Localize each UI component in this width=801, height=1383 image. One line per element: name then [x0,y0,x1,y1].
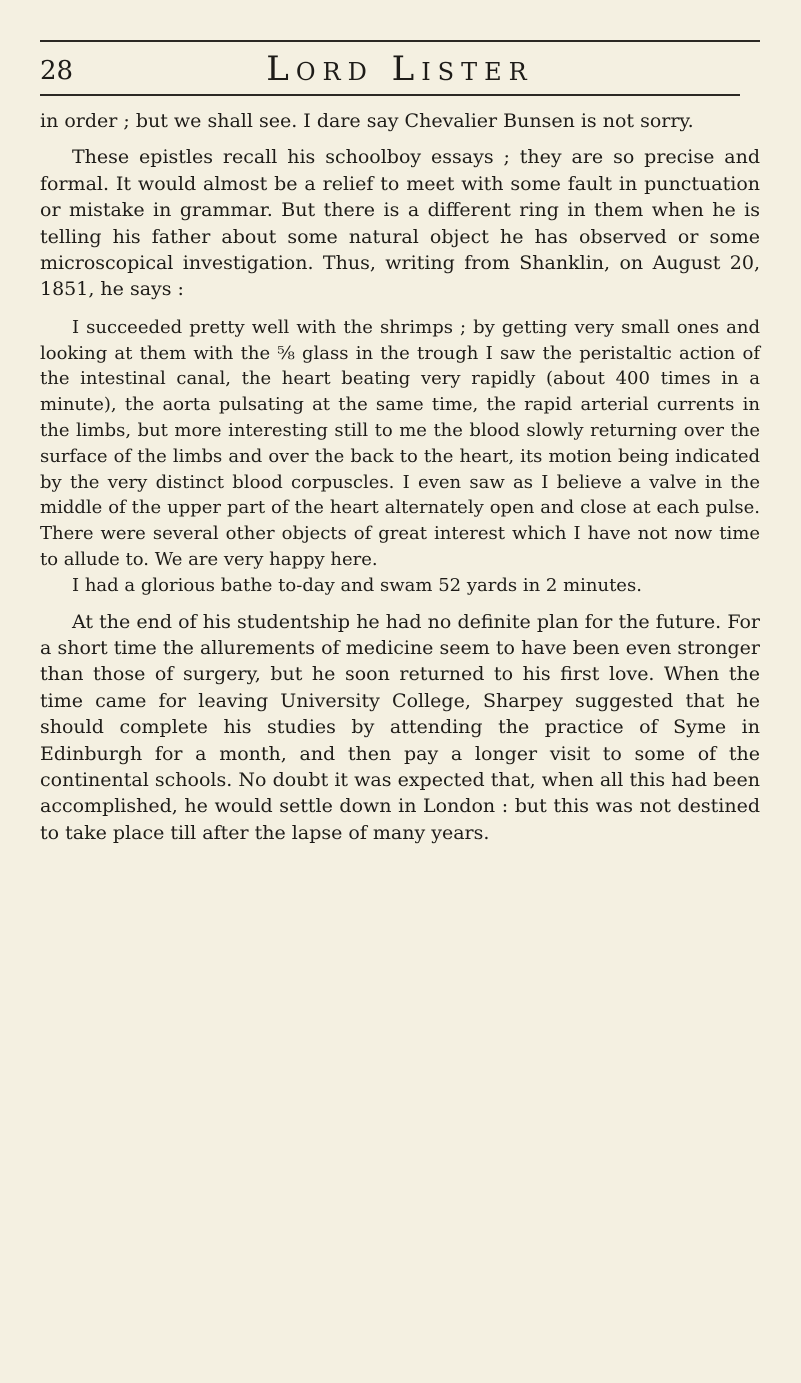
header-rule-bottom [40,94,740,96]
quote-paragraph-shrimps: I succeeded pretty well with the shrimps ; by getting very small ones and looking at them with the ⅝ glass in the trough I saw the peristaltic action of the intestinal canal, the heart beating very rapidly (about 400 times in a minute), the aorta pulsating at the same time, the rapid arterial currents in the limbs, but more interesting still to me the blood slowly returning over the surface of the limbs and over the back to the heart, its motion being indicated by the very distinct blood corpuscles. I even saw as I believe a valve in the middle of the upper part of the heart alternately open and close at each pulse. There were several other objects of great interest which I have not now time to allude to. We are very happy here. [40,316,760,571]
quote-paragraph-bathe: I had a glorious bathe to-day and swam 52 yards in 2 minutes. [72,574,642,596]
section-spacer [40,599,760,609]
paragraph-epistles: These epistles recall his schoolboy essays ; they are so precise and formal. It would almost be a relief to meet with some fault in punctuation or mistake in grammar. But there is a different ring in them when he is telling his father about some natural object he has observed or some microscopical investigation. Thus, writing from Shanklin, on August 20, 1851, he says : [40,146,760,301]
paragraph-continuation: in order ; but we shall see. I dare say Chevalier Bunsen is not sorry. [40,110,694,132]
page-number: 28 [40,56,74,86]
running-head: Lord Lister [266,49,534,89]
paragraph-studentship: At the end of his studentship he had no definite plan for the future. For a short time the allurements of medicine seem to have been even stronger than those of surgery, but he soon returned to his first love. When the time came for leaving University College, Sharpey suggested that he should complete his studies by attending the practice of Syme in Edinburgh for a month, and then pay a longer visit to some of the continental schools. No doubt it was expected that, when all this had been accomplished, he would settle down in London : but this was not destined to take place till after the lapse of many years. [40,610,760,844]
page-header [40,50,760,90]
letter-quotation [40,315,760,599]
header-rule-top [40,40,760,42]
body-text [40,108,760,846]
